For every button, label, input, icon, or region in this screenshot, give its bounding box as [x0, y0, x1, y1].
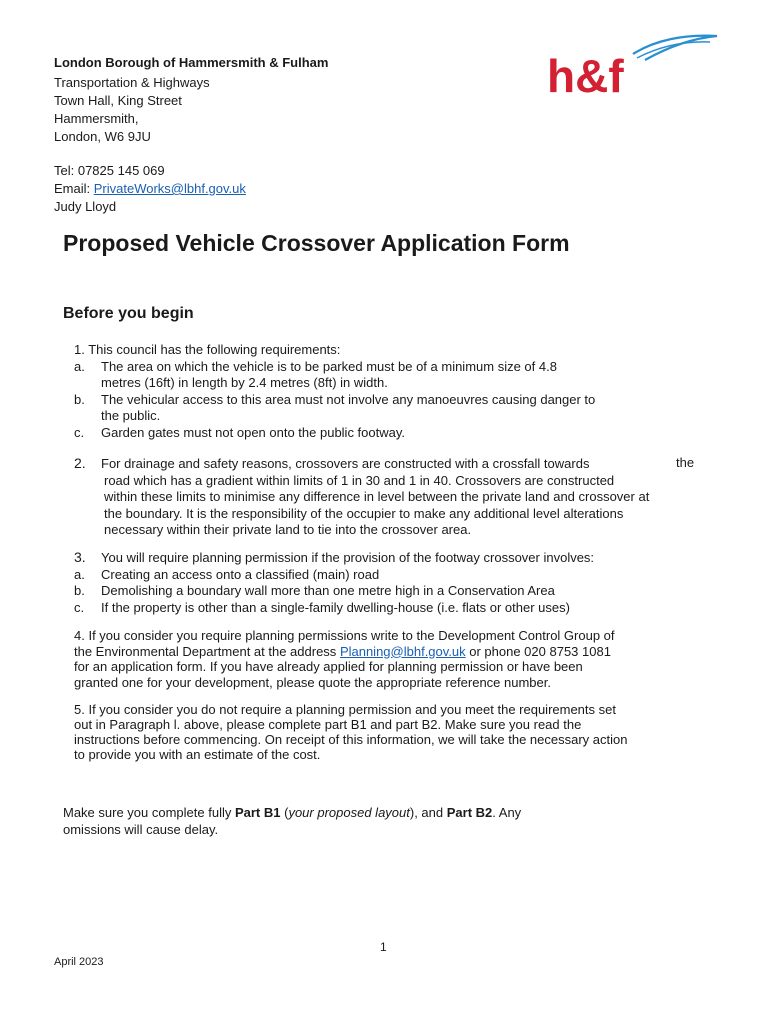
planning-section — [74, 549, 594, 616]
list-item-cont: metres (16ft) in length by 2.4 metres (8ft) in width. — [101, 375, 388, 390]
document-date: April 2023 — [54, 956, 104, 968]
drainage-line: within these limits to minimise any difference in level between the private land and crossover at — [104, 489, 650, 504]
section-heading: Before you begin — [63, 305, 194, 322]
contact-name: Judy Lloyd — [54, 199, 117, 214]
list-item: a. Creating an access onto a classified (main) road — [74, 566, 380, 582]
paragraph-line: instructions before commencing. On receipt of this information, we will take the necessary action — [74, 732, 628, 747]
paragraph-line: 4. If you consider you require planning permissions write to the Development Control Group of — [74, 628, 615, 643]
requirements-intro: 1. This council has the following requirements: — [74, 342, 341, 357]
email-line — [54, 180, 328, 198]
drainage-line: road which has a gradient within limits of 1 in 30 and 1 in 40. Crossovers are constructed — [104, 472, 615, 488]
email-label: Email: — [54, 181, 94, 196]
contact-block — [54, 54, 328, 216]
paragraph-line: for an application form. If you have already applied for planning permission or have been — [74, 659, 583, 674]
note-line: omissions will cause delay. — [63, 821, 219, 837]
telephone: Tel: 07825 145 069 — [54, 163, 165, 178]
paragraph-line: out in Paragraph l. above, please complete part B1 and part B2. Make sure you read the — [74, 717, 582, 732]
address-line: Town Hall, King Street — [54, 93, 182, 108]
list-item: a. The area on which the vehicle is to be parked must be of a minimum size of 4.8 — [74, 358, 557, 374]
planning-email-link[interactable]: Planning@lbhf.gov.uk — [339, 643, 466, 659]
page-title: Proposed Vehicle Crossover Application Form — [63, 230, 570, 256]
page-number: 1 — [380, 940, 387, 954]
drainage-first-line: 2. For drainage and safety reasons, crossovers are constructed with a crossfall towards the — [74, 455, 695, 471]
address-line: Hammersmith, — [54, 111, 139, 126]
list-item: c. Garden gates must not open onto the public footway. — [74, 424, 406, 440]
list-item-cont: the public. — [101, 408, 161, 423]
list-item: b. The vehicular access to this area must not involve any manoeuvres causing danger to — [74, 391, 596, 407]
requirements-section — [74, 342, 595, 441]
planning-intro: 3. You will require planning permission if the provision of the footway crossover involves: — [74, 549, 595, 565]
planning-contact-section — [74, 628, 615, 690]
paragraph-line: to provide you with an estimate of the cost. — [74, 747, 321, 762]
address-line: Transportation & Highways — [54, 75, 210, 90]
logo-text: h&f — [547, 50, 624, 102]
note-line: Make sure you complete fully Part B1 (your proposed layout), and Part B2. Any — [63, 805, 522, 820]
drainage-section — [74, 455, 734, 539]
hf-logo — [545, 32, 725, 102]
logo-swoosh — [633, 36, 717, 60]
estimate-section — [74, 702, 627, 762]
list-item: b. Demolishing a boundary wall more than one metre high in a Conservation Area — [74, 583, 555, 598]
completion-note — [63, 805, 521, 838]
address-line: London, W6 9JU — [54, 129, 151, 144]
list-item: c. If the property is other than a single-family dwelling-house (i.e. flats or other uses) — [74, 599, 570, 615]
drainage-line: the boundary. It is the responsibility of the occupier to make any additional level alterations — [104, 505, 624, 521]
paragraph-line: 5. If you consider you do not require a planning permission and you meet the requirements set — [74, 702, 616, 717]
drainage-line: necessary within their private land to tie into the crossover area. — [104, 522, 472, 537]
email-link[interactable]: PrivateWorks@lbhf.gov.uk — [93, 181, 246, 196]
organisation-name: London Borough of Hammersmith & Fulham — [54, 55, 329, 70]
paragraph-line: the Environmental Department at the address Planning@lbhf.gov.uk or phone 020 8753 1081 — [74, 643, 611, 659]
paragraph-line: granted one for your development, please quote the appropriate reference number. — [74, 674, 551, 690]
